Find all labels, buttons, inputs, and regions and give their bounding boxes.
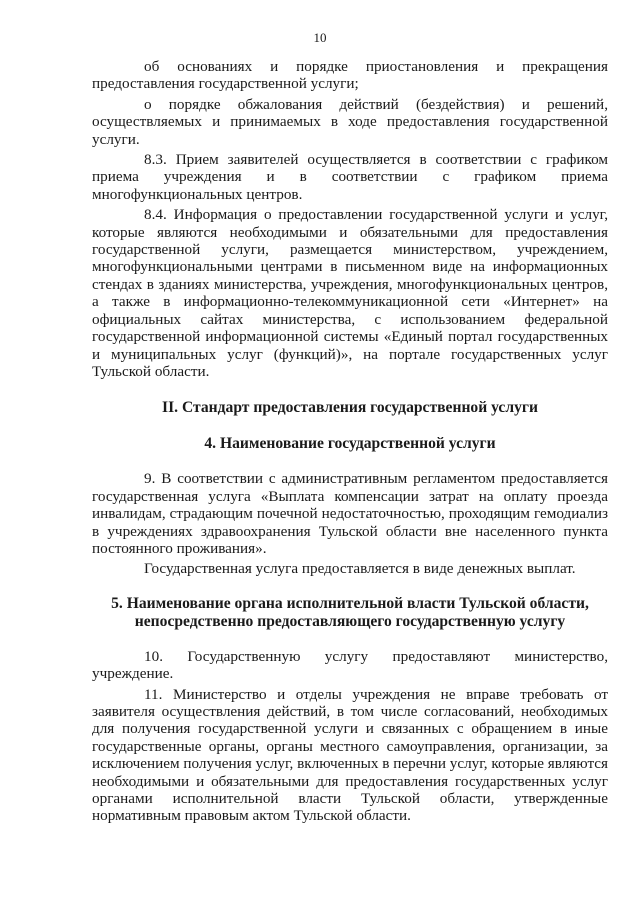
paragraph: 8.4. Информация о предоставлении государственной услуги и услуг, которые являются необходимыми и обязательными для предоставления государственной услуги, размещается министерством, учреждением, многофункциональными центрами в письменном виде на информационных стендах в зданиях министерства, учреждения, многофункциональных центров, а также в информационно-телекоммуникационной сети «Интернет» на официальных сайтах министерства, с использованием федеральной государственной информационной системы «Единый портал государственных и муниципальных услуг (функций)», на портале государственных услуг Тульской области.	[92, 206, 608, 380]
page-number: 10	[313, 30, 327, 45]
document-body	[92, 58, 608, 825]
heading-line: непосредственно предоставляющего государственную услугу	[134, 612, 566, 630]
paragraph: об основаниях и порядке приостановления и прекращения предоставления государственной услуги;	[92, 58, 608, 93]
paragraph: Государственная услуга предоставляется в виде денежных выплат.	[144, 560, 576, 578]
subsection-heading	[92, 595, 608, 631]
heading-line: 5. Наименование органа исполнительной власти Тульской области,	[111, 594, 589, 612]
subsection-heading: 4. Наименование государственной услуги	[204, 435, 496, 453]
paragraph: 10. Государственную услугу предоставляют министерство, учреждение.	[92, 647, 608, 683]
section-heading: II. Стандарт предоставления государственной услуги	[162, 399, 538, 417]
paragraph: 9. В соответствии с административным регламентом предоставляется государственная услуга «Выплата компенсации затрат на оплату проезда инвалидам, страдающим почечной недостаточностью, проходящим гемодиализ в учреждениях здравоохранения Тульской области вне населенного пункта постоянного проживания».	[92, 470, 608, 557]
paragraph: 8.3. Прием заявителей осуществляется в соответствии с графиком приема учреждения и в соответствии с графиком приема многофункциональных центров.	[92, 151, 608, 203]
paragraph: о порядке обжалования действий (бездействия) и решений, осуществляемых и принимаемых в ходе предоставления государственной услуги.	[92, 95, 608, 148]
paragraph: 11. Министерство и отделы учреждения не вправе требовать от заявителя осуществления действий, в том числе согласований, необходимых для получения государственной услуги и связанных с обращением в иные государственные органы, органы местного самоуправления, организации, за исключением получения услуг, включенных в перечни услуг, которые являются необходимыми и обязательными для предоставления государственных услуг органами исполнительной власти Тульской области, утвержденные нормативным правовым актом Тульской области.	[92, 685, 608, 825]
